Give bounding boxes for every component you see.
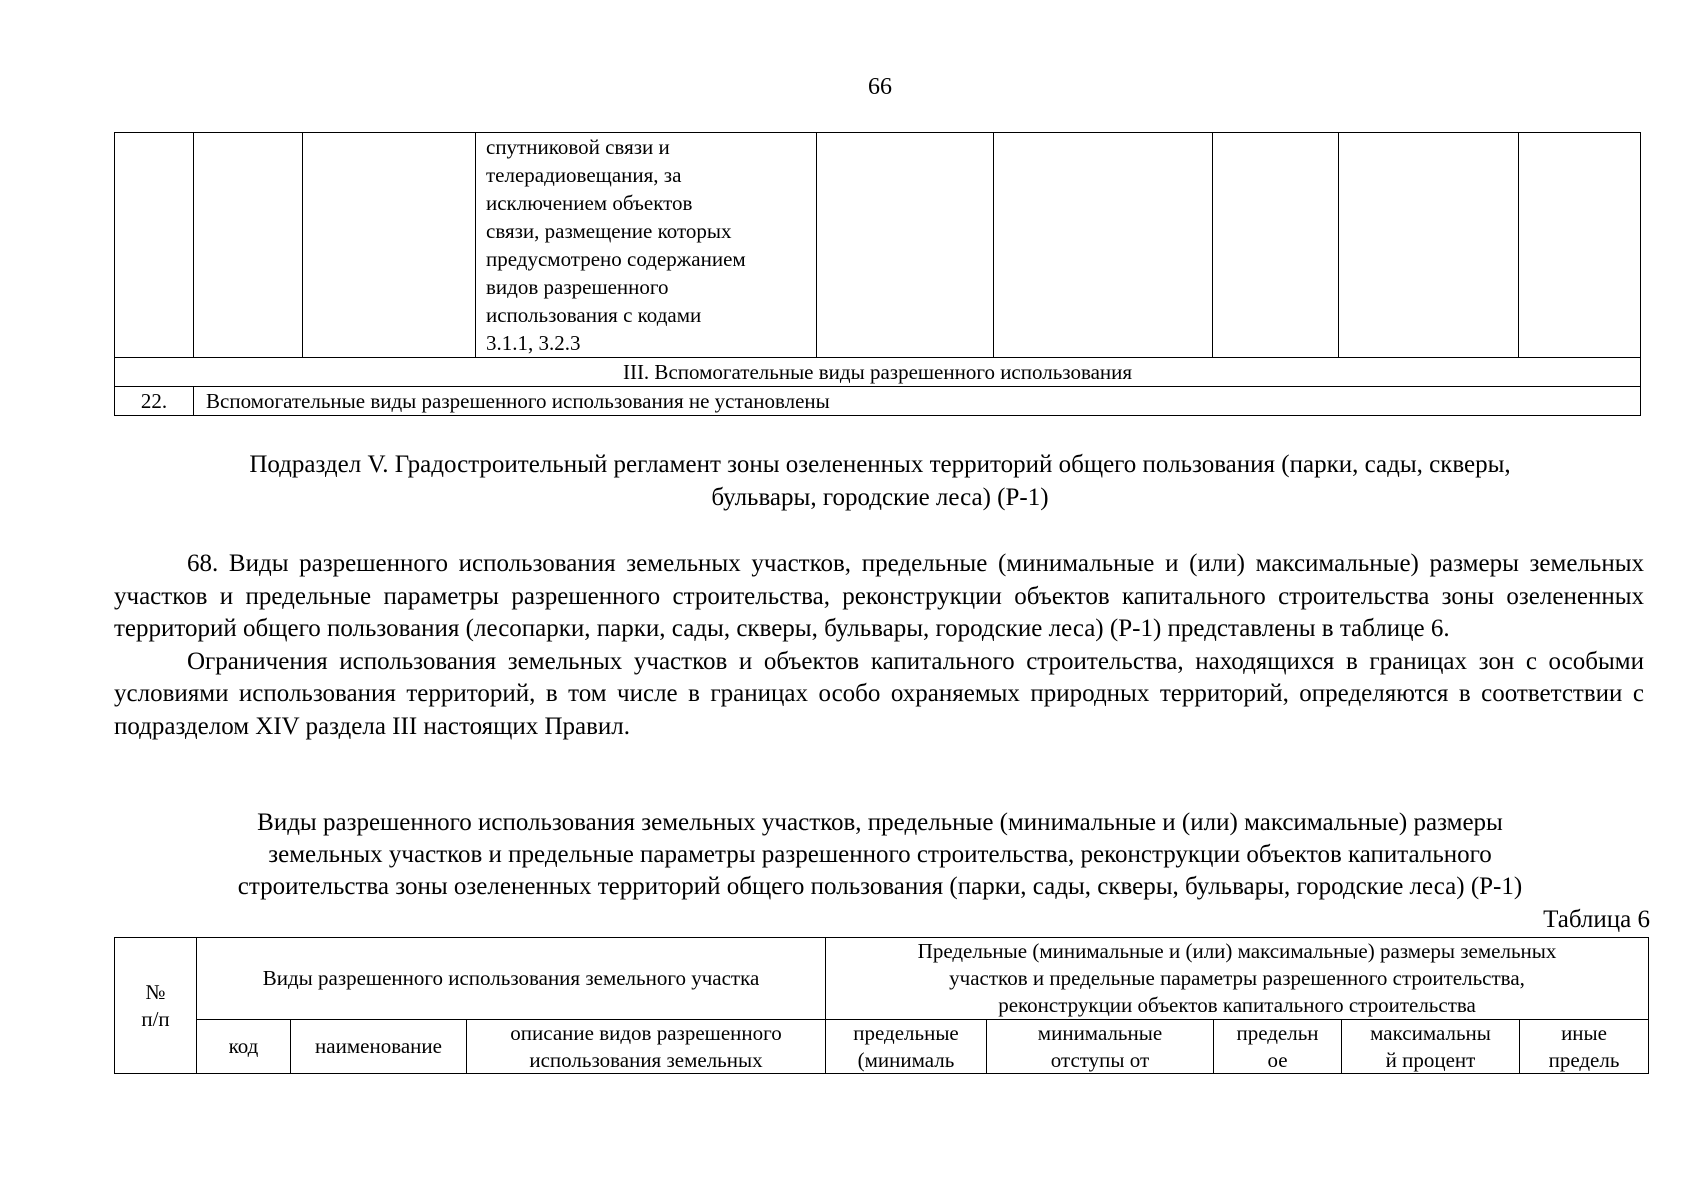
header-other-line: иные — [1561, 1021, 1607, 1045]
subsection-title — [150, 448, 1610, 514]
paragraph: Ограничения использования земельных участков и объектов капитального строительства, находящихся в границах зон с особыми условиями использования территорий, в том числе в границах особо охраняемых природных территорий, определяются в соответствии с подразделом XIV раздела III настоящих Правил. — [114, 647, 1644, 740]
header-limits-line: участков и предельные параметры разрешенного строительства, — [949, 966, 1525, 990]
empty-cell — [303, 133, 476, 358]
continued-row — [115, 133, 1641, 358]
header-other-line: предель — [1548, 1048, 1620, 1072]
description-line: телерадиовещания, за — [486, 163, 682, 187]
description-line: связи, размещение которых — [486, 219, 732, 243]
page-number: 66 — [868, 74, 892, 100]
header-setbacks-line: минимальные — [1037, 1021, 1163, 1045]
header-setbacks — [987, 1020, 1214, 1074]
row-text: Вспомогательные виды разрешенного использования не установлены — [194, 387, 1641, 416]
header-percent-line: й процент — [1385, 1048, 1476, 1072]
description-cell — [476, 133, 817, 358]
header-limits-line: Предельные (минимальные и (или) максимальные) размеры земельных — [917, 939, 1557, 963]
body-text — [114, 548, 1644, 743]
header-setbacks-line: отступы от — [1050, 1048, 1150, 1072]
header-size-line: предельные — [853, 1021, 959, 1045]
table-subheader-row — [115, 1020, 1649, 1074]
row-number: 22. — [115, 387, 194, 416]
empty-cell — [1339, 133, 1519, 358]
table-row — [115, 387, 1641, 416]
subsection-title-line: бульвары, городские леса) (Р-1) — [711, 484, 1049, 511]
header-percent-line: максимальны — [1370, 1021, 1491, 1045]
header-vri-group: Виды разрешенного использования земельного участка — [197, 938, 826, 1020]
header-description-line: описание видов разрешенного — [510, 1021, 782, 1045]
description-line: спутниковой связи и — [486, 135, 670, 159]
header-size-limits — [826, 1020, 987, 1074]
table-heading-line: строительства зоны озелененных территорий общего пользования (парки, сады, скверы, бульвары, городские леса) (Р-1) — [237, 873, 1523, 900]
header-description-line: использования земельных — [529, 1048, 763, 1072]
header-size-line: (минималь — [857, 1048, 955, 1072]
empty-cell — [1213, 133, 1339, 358]
header-number — [115, 938, 197, 1074]
header-number-line: № — [145, 979, 166, 1004]
empty-cell — [817, 133, 994, 358]
paragraph: 68. Виды разрешенного использования земельных участков, предельные (минимальные и (или) максимальные) размеры земельных участков и предельные параметры разрешенного строительства, реконструкции объектов капитального строительства зоны озелененных территорий общего пользования (лесопарки, парки, сады, скверы, бульвары, городские леса) (Р-1) представлены в таблице 6. — [114, 550, 1644, 642]
empty-cell — [994, 133, 1213, 358]
header-limits-line: реконструкции объектов капитального строительства — [998, 993, 1476, 1017]
description-line: предусмотрено содержанием — [486, 247, 746, 271]
header-other-limits — [1520, 1020, 1649, 1074]
header-floors — [1214, 1020, 1342, 1074]
continued-table — [114, 132, 1641, 416]
header-description — [467, 1020, 826, 1074]
table-heading — [140, 807, 1620, 903]
header-max-percent — [1342, 1020, 1520, 1074]
table-header-row — [115, 938, 1649, 1020]
subsection-title-line: Подраздел V. Градостроительный регламент зоны озелененных территорий общего пользования (парки, сады, скверы, — [249, 451, 1511, 478]
header-limits-group — [826, 938, 1649, 1020]
section-header-row — [115, 358, 1641, 387]
description-line: использования с кодами — [486, 303, 702, 327]
description-line: видов разрешенного — [486, 275, 669, 299]
section-header: III. Вспомогательные виды разрешенного использования — [115, 358, 1641, 387]
table-heading-line: земельных участков и предельные параметры разрешенного строительства, реконструкции объектов капитального — [268, 841, 1492, 868]
header-floors-line: ое — [1267, 1048, 1288, 1072]
description-line: исключением объектов — [486, 191, 693, 215]
header-floors-line: предельн — [1236, 1021, 1319, 1045]
header-code: код — [197, 1020, 291, 1074]
header-name: наименование — [291, 1020, 467, 1074]
empty-cell — [1519, 133, 1641, 358]
description-line: 3.1.1, 3.2.3 — [486, 331, 581, 355]
empty-cell — [194, 133, 303, 358]
empty-cell — [115, 133, 194, 358]
table-6 — [114, 937, 1649, 1074]
table-heading-line: Виды разрешенного использования земельных участков, предельные (минимальные и (или) максимальные) размеры — [257, 809, 1503, 836]
header-number-line: п/п — [141, 1006, 170, 1031]
table-label: Таблица 6 — [1543, 906, 1650, 933]
